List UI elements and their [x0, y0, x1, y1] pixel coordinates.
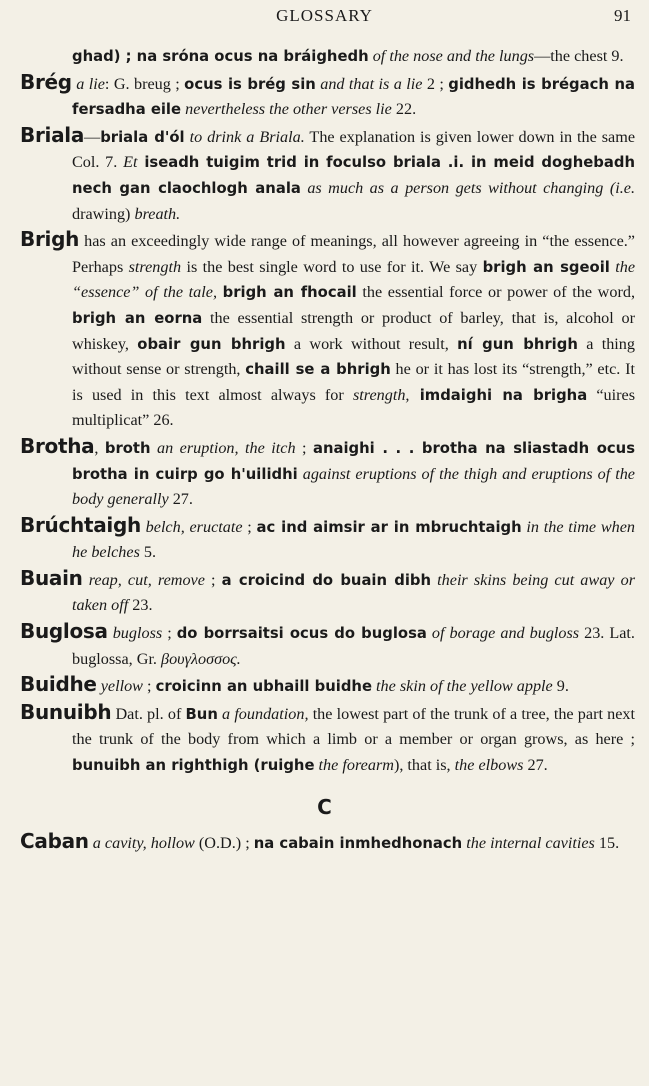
irish-text: anaighi . . . brotha na sliastadh ocus brotha in cuirp go h'uilidhi [72, 439, 635, 483]
translation: βουγλοσσος. [161, 649, 241, 668]
plain-text: 2 ; [422, 74, 449, 93]
plain-text: —the chest 9. [534, 47, 624, 65]
entry-briala [20, 123, 635, 227]
translation: strength [128, 257, 182, 276]
headword: Brúchtaigh [20, 512, 141, 537]
plain-text: drawing) [72, 204, 135, 223]
plain-text: 23. Lat. buglossa, Gr. [72, 624, 635, 668]
entry-buain [20, 566, 635, 619]
translation: reap, cut, remove [82, 570, 205, 589]
translation: i.e. [615, 178, 635, 197]
plain-text: the lowest part of the trunk of a tree, the part next the trunk of the body from which a limb or a member or organ grows, as here ; [72, 704, 635, 749]
irish-text: brigh an eorna [72, 309, 203, 327]
irish-text: chaill se a bhrigh [245, 361, 391, 379]
plain-text: 23. [128, 596, 153, 615]
translation: the internal cavities [462, 833, 595, 852]
translation: a foundation, [217, 704, 309, 723]
translation: to drink a Briala. [184, 127, 305, 146]
irish-text: obair gun bhrigh [137, 335, 286, 353]
headword: Brigh [20, 227, 80, 252]
plain-text: The explanation is given lower down in the same Col. 7. [72, 127, 636, 172]
page-number: 91 [614, 6, 631, 25]
translation: a cavity, hollow [88, 833, 195, 852]
irish-text: broth [104, 439, 151, 457]
plain-text: ; [142, 677, 156, 696]
plain-text: 22. [391, 100, 417, 119]
translation: the skin of the yellow apple [372, 677, 553, 696]
headword: Briala [20, 122, 85, 147]
entry-buglosa [20, 619, 635, 672]
plain-text: , [94, 438, 105, 457]
irish-text: brigh an sgeoil [482, 258, 610, 276]
translation: against eruptions of the thigh and eruptions of the body generally [72, 464, 635, 509]
irish-text: croicinn an ubhaill buidhe [155, 678, 372, 696]
headword: Bunuibh [20, 699, 112, 724]
plain-text: ; [204, 570, 222, 589]
irish-text: Bun [185, 705, 218, 723]
translation: the forearm [314, 756, 394, 775]
plain-text: a work without result, [285, 334, 458, 353]
plain-text: the essential strength or product of barley, that is, alcohol or whiskey, [72, 308, 635, 353]
translation: the elbows [454, 756, 524, 775]
running-head [0, 6, 649, 30]
plain-text: 15. [594, 833, 620, 852]
translation: in the time when he belches [72, 517, 636, 562]
translation: bugloss [107, 624, 163, 643]
irish-text: na cabain inmhedhonach [253, 834, 463, 852]
plain-text: 27. [523, 756, 548, 775]
translation: yellow [96, 677, 143, 696]
running-title: GLOSSARY [276, 6, 373, 25]
irish-text: imdaighi na brigha [409, 386, 588, 404]
entry-bunuibh [20, 700, 635, 779]
glossary-entries [0, 44, 649, 856]
plain-text: 9. [552, 677, 569, 696]
translation: of borage and bugloss [426, 624, 580, 643]
headword: Buain [20, 565, 83, 590]
plain-text: has an exceedingly wide range of meanings, all however agreeing in “the essence.” Perhaps [72, 232, 635, 276]
plain-text: he or it has lost its “strength,” etc. It is used in this text almost always for [72, 360, 635, 404]
irish-text: ac ind aimsir ar in mbruchtaigh [256, 518, 522, 536]
plain-text: is the best single word to use for it. We say [181, 257, 483, 276]
headword: Brotha [20, 433, 95, 458]
irish-text: ghad) ; na srόna ocus na bráighedh [72, 48, 369, 65]
entry-brigh [20, 227, 635, 434]
translation: an eruption, the itch [150, 438, 296, 457]
irish-text: iseadh tuigim trid in foculso briala .i. in meid doghebadh nech gan claochlogh anala [72, 154, 636, 197]
plain-text: : G. breug ; [104, 74, 185, 93]
translation: nevertheless the other verses lie [181, 100, 392, 119]
irish-text: ní gun bhrigh [457, 335, 578, 353]
entry-continuation [20, 44, 635, 70]
irish-text: gidhedh is brégach na fersadha eile [72, 75, 635, 119]
entry-caban [20, 829, 635, 857]
entry-bruchtaigh [20, 513, 635, 566]
plain-text: Dat. pl. of [111, 704, 186, 723]
section-letter: C [317, 794, 332, 819]
translation: a lie [71, 74, 105, 93]
plain-text: the essential force or power of the word, [356, 283, 635, 302]
headword: Buidhe [20, 672, 97, 697]
irish-text: briala d'ól [100, 128, 185, 146]
irish-text: do borrsaitsi ocus do buglosa [176, 625, 427, 643]
translation: of the nose and the lungs [368, 47, 535, 65]
translation: their skins being cut away or taken off [72, 570, 635, 615]
plain-text: a thing without sense or strength, [72, 334, 635, 379]
plain-text: “uires multiplicat” 26. [72, 385, 635, 430]
irish-text: bunuibh an righthigh (ruighe [72, 757, 315, 775]
plain-text: (O.D.) ; [194, 833, 254, 852]
plain-text: ; [295, 438, 313, 457]
entry-buidhe [20, 672, 635, 700]
translation: Et [123, 153, 138, 172]
plain-text: 27. [168, 490, 193, 509]
plain-text: ), that is, [393, 756, 455, 775]
irish-text: ocus is brég sin [184, 75, 316, 93]
translation: belch, eructate [140, 517, 243, 536]
headword: Brég [20, 69, 72, 94]
translation: as much as a person gets without changing ( [300, 178, 616, 197]
headword: Caban [20, 828, 89, 853]
translation: strength, [352, 385, 410, 404]
irish-text: a croicind do buain dibh [221, 571, 432, 589]
plain-text: 5. [139, 543, 157, 562]
plain-text: — [84, 127, 101, 146]
plain-text: ; [242, 517, 257, 536]
entry-brotha [20, 434, 635, 513]
headword: Buglosa [20, 619, 108, 644]
entry-breg [20, 70, 635, 123]
translation: the “essence” of the tale, [72, 257, 636, 302]
translation: and that is a lie [315, 74, 423, 93]
irish-text: brigh an fhocail [222, 284, 357, 302]
plain-text: ; [162, 624, 177, 643]
translation: breath. [134, 204, 181, 223]
